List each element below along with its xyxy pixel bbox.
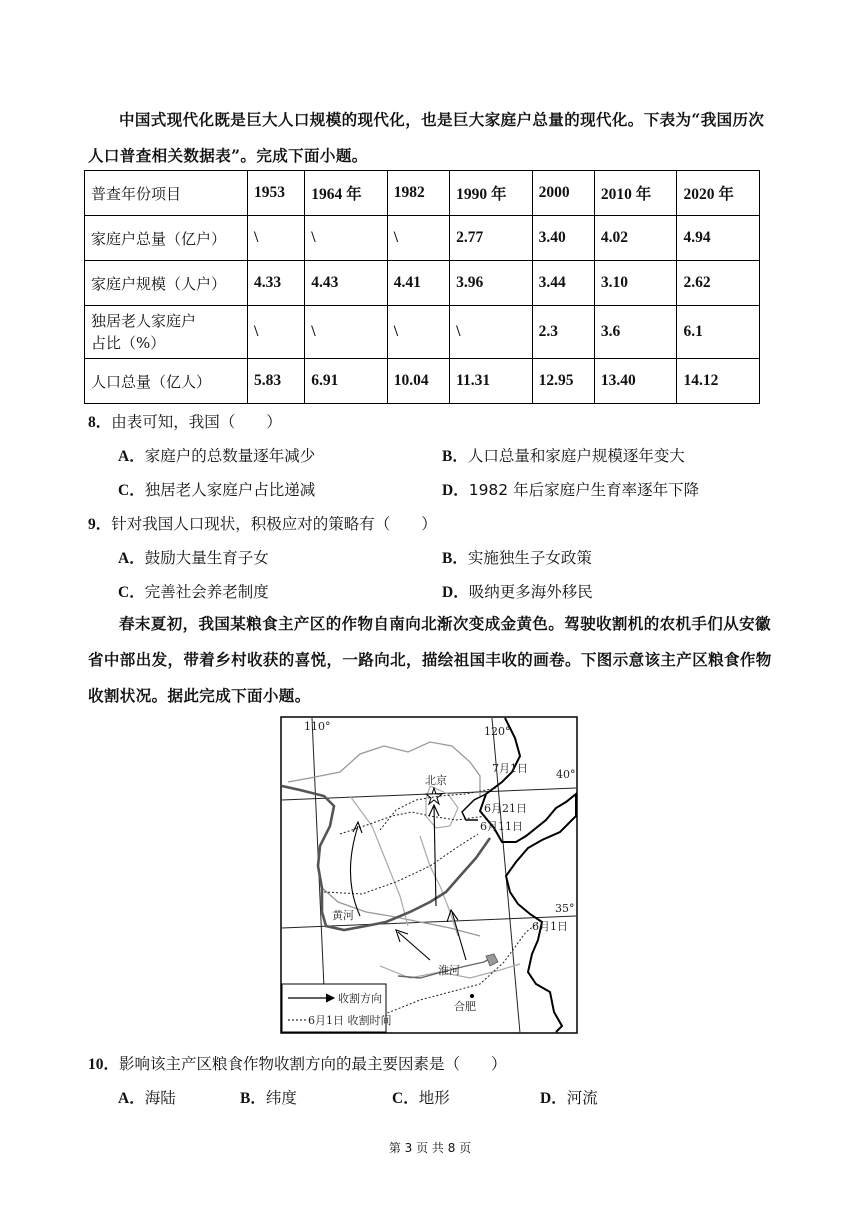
q8-option-a[interactable]	[118, 444, 315, 466]
page-footer: 第 3 页 共 8 页	[388, 1141, 472, 1155]
option-text: 1982 年后家庭户生育率逐年下降	[468, 481, 700, 499]
table-row	[85, 261, 760, 306]
table-header-cell: 1982	[387, 171, 449, 216]
table-cell: 6.1	[677, 306, 760, 359]
option-letter: B．	[442, 550, 468, 567]
census-data-table	[84, 170, 760, 404]
option-text: 海陆	[144, 1089, 176, 1107]
q10-option-c[interactable]	[392, 1086, 450, 1108]
question-stem: 影响该主产区粮食作物收割方向的最主要因素是（ ）	[119, 1055, 507, 1073]
q9-option-a[interactable]	[118, 546, 269, 568]
question-stem: 针对我国人口现状，积极应对的策略有（ ）	[111, 515, 437, 533]
table-cell: \	[387, 216, 449, 261]
label-huai-river: 淮河	[438, 964, 460, 977]
table-cell: 6.91	[305, 359, 388, 404]
table-cell: 2.62	[677, 261, 760, 306]
table-row	[85, 359, 760, 404]
option-text: 吸纳更多海外移民	[468, 583, 593, 601]
table-header-cell: 1990 年	[450, 171, 533, 216]
option-letter: A．	[118, 550, 145, 567]
table-cell: 14.12	[677, 359, 760, 404]
option-text: 纬度	[265, 1089, 297, 1107]
intro-paragraph-population: 中国式现代化既是巨大人口规模的现代化，也是巨大家庭户总量的现代化。下表为“我国历次人口普查相关数据表”。完成下面小题。	[88, 110, 765, 165]
q8-option-b[interactable]	[442, 444, 685, 466]
option-text: 家庭户的总数量逐年减少	[144, 447, 316, 465]
option-letter: C．	[392, 1090, 419, 1107]
option-text: 鼓励大量生育子女	[144, 549, 269, 567]
table-cell: 11.31	[450, 359, 533, 404]
table-cell: 12.95	[532, 359, 594, 404]
option-letter: A．	[118, 448, 145, 465]
table-cell: 5.83	[248, 359, 305, 404]
option-letter: D．	[442, 482, 469, 499]
option-letter: B．	[240, 1090, 266, 1107]
question-stem: 由表可知，我国（ ）	[111, 413, 282, 431]
option-letter: D．	[540, 1090, 567, 1107]
question-8	[88, 410, 282, 432]
question-10	[88, 1052, 507, 1074]
table-cell: 2.77	[450, 216, 533, 261]
row-label	[85, 306, 248, 359]
option-text: 独居老人家庭户占比递减	[144, 481, 316, 499]
table-cell: 4.02	[594, 216, 677, 261]
label-jul1: 7月1日	[492, 762, 528, 775]
option-text: 实施独生子女政策	[467, 549, 592, 567]
q10-option-a[interactable]	[118, 1086, 176, 1108]
label-jun11: 6月11日	[480, 820, 523, 833]
label-lon-110: 110°	[304, 720, 331, 733]
table-header-row	[85, 171, 760, 216]
q9-option-b[interactable]	[442, 546, 592, 568]
table-cell: \	[305, 216, 388, 261]
table-cell: \	[248, 306, 305, 359]
row-label: 家庭户总量（亿户）	[85, 216, 248, 261]
table-header-cell: 1964 年	[305, 171, 388, 216]
table-header-cell: 2000	[532, 171, 594, 216]
row-label-line: 占比（%）	[91, 334, 166, 352]
intro-paragraph-harvest: 春末夏初，我国某粮食主产区的作物自南向北渐次变成金黄色。驾驶收割机的农机手们从安徽省中部出发，带着乡村收获的喜悦，一路向北，描绘祖国丰收的画卷。下图示意该主产区粮食作物收割状况。据此完成下面小题。	[88, 614, 772, 705]
table-cell: 4.33	[248, 261, 305, 306]
label-lon-120: 120°	[484, 725, 511, 738]
label-hefei: 合肥	[454, 1000, 476, 1013]
hefei-point	[470, 994, 474, 998]
table-cell: 4.43	[305, 261, 388, 306]
q9-option-c[interactable]	[118, 580, 269, 602]
table-header-cell: 2020 年	[677, 171, 760, 216]
table-cell: 4.41	[387, 261, 449, 306]
table-cell: 3.10	[594, 261, 677, 306]
label-jun1: 6月1日	[532, 920, 568, 933]
q8-option-d[interactable]	[442, 478, 699, 500]
option-text: 完善社会养老制度	[144, 583, 269, 601]
option-text: 河流	[566, 1089, 598, 1107]
row-label: 家庭户规模（人户）	[85, 261, 248, 306]
table-cell: 10.04	[387, 359, 449, 404]
q9-option-d[interactable]	[442, 580, 593, 602]
legend-dotted-label: 6月1日 收割时间	[308, 1014, 392, 1027]
table-header-cell: 普查年份项目	[85, 171, 248, 216]
row-label-line: 独居老人家庭户	[91, 312, 197, 330]
label-lat-40: 40°	[556, 768, 576, 781]
question-number: 8．	[88, 414, 112, 431]
option-letter: A．	[118, 1090, 145, 1107]
option-text: 人口总量和家庭户规模逐年变大	[467, 447, 685, 465]
label-jun21: 6月21日	[484, 802, 527, 815]
table-header-cell: 2010 年	[594, 171, 677, 216]
table-cell: \	[387, 306, 449, 359]
table-cell: 3.6	[594, 306, 677, 359]
table-cell: 3.40	[532, 216, 594, 261]
table-cell: \	[450, 306, 533, 359]
q10-option-d[interactable]	[540, 1086, 598, 1108]
table-row	[85, 306, 760, 359]
table-cell: 13.40	[594, 359, 677, 404]
label-lat-35: 35°	[555, 902, 575, 915]
option-letter: C．	[118, 482, 145, 499]
table-cell: 3.44	[532, 261, 594, 306]
row-label: 人口总量（亿人）	[85, 359, 248, 404]
label-yellow-river: 黄河	[332, 909, 354, 922]
question-9	[88, 512, 437, 534]
option-letter: D．	[442, 584, 469, 601]
table-cell: 2.3	[532, 306, 594, 359]
table-cell: \	[248, 216, 305, 261]
option-letter: C．	[118, 584, 145, 601]
table-header-cell: 1953	[248, 171, 305, 216]
table-row	[85, 216, 760, 261]
harvest-map	[280, 716, 578, 1034]
table-cell: 3.96	[450, 261, 533, 306]
table-cell: \	[305, 306, 388, 359]
question-number: 10．	[88, 1056, 120, 1073]
q8-option-c[interactable]	[118, 478, 315, 500]
label-beijing: 北京	[425, 774, 447, 787]
legend-arrow-label: 收割方向	[338, 992, 382, 1005]
option-letter: B．	[442, 448, 468, 465]
option-text: 地形	[418, 1089, 450, 1107]
question-number: 9．	[88, 516, 112, 533]
q10-option-b[interactable]	[240, 1086, 297, 1108]
table-cell: 4.94	[677, 216, 760, 261]
